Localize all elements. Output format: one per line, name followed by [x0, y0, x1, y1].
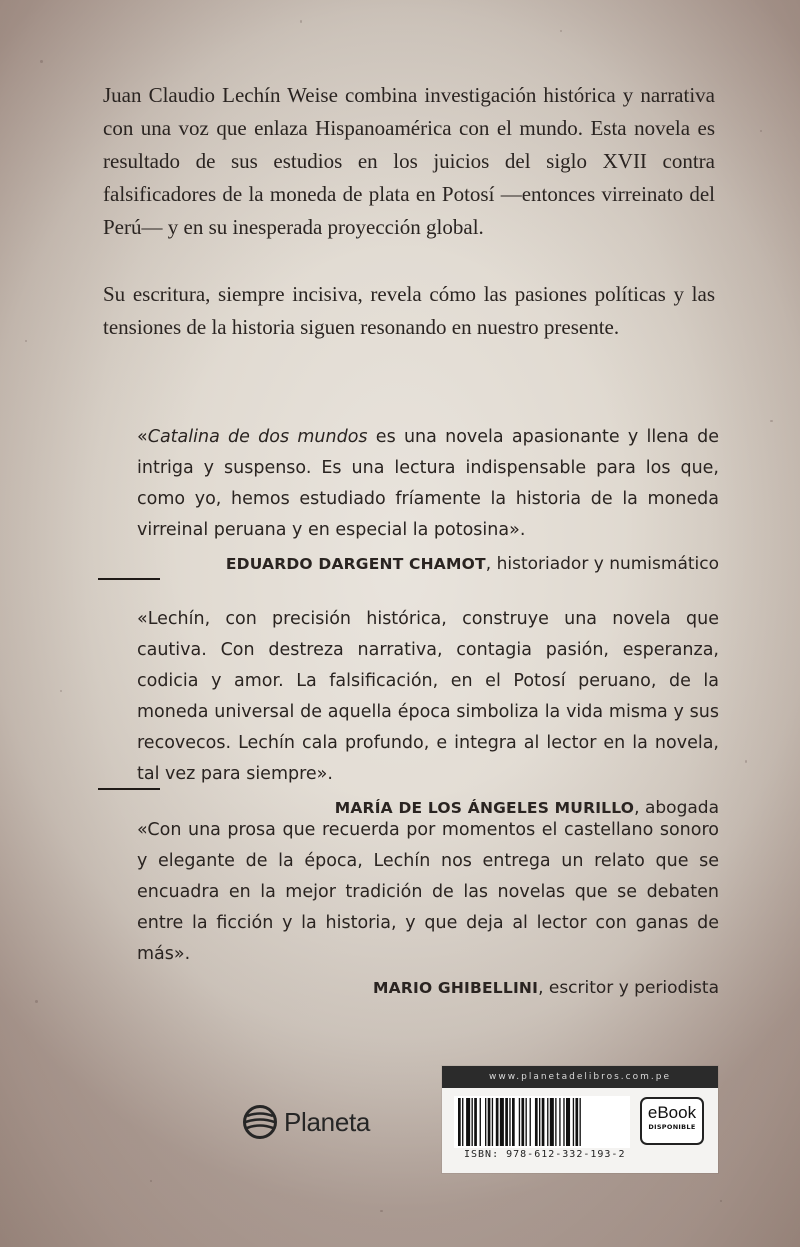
review-quote-1: [137, 422, 719, 580]
reviewer-name: MARIO GHIBELLINI: [373, 979, 539, 997]
isbn-number: ISBN: 978-612-332-193-2: [464, 1149, 626, 1160]
reviewer-role: , historiador y numismático: [485, 554, 719, 574]
ebook-label: eBook: [647, 1103, 697, 1122]
review-quote-3: [137, 815, 719, 1004]
review-quote-text: «Catalina de dos mundos es una novela apasionante y llena de intriga y suspenso. Es una lectura indispensable para los que, como yo, hemos estudiado fríamente la historia de la moneda virreinal peruana y en especial la potosina».: [137, 427, 719, 540]
divider: [98, 578, 160, 580]
review-attribution: [137, 549, 719, 580]
author-bio-paragraph: [103, 79, 715, 244]
ebook-availability: DISPONIBLE: [648, 1123, 696, 1131]
review-quote-text: «Lechín, con precisión histórica, construye una novela que cautiva. Con destreza narrativa, contagia pasión, esperanza, codicia y amor. La falsificación, en el Potosí peruano, de la moneda universal de aquella época simboliza la vida misma y sus recovecos. Lechín cala profundo, e integra al lector en la novela, tal vez para siempre».: [137, 609, 719, 784]
review-quote-2: [137, 604, 719, 824]
review-quote-text: «Con una prosa que recuerda por momentos el castellano sonoro y elegante de la época, Lechín nos entrega un relato que se encuadra en la mejor tradición de las novelas que se debaten entre la ficción y la historia, y que deja al lector con ganas de más».: [137, 820, 719, 964]
reviewer-role: , abogada: [634, 798, 719, 818]
author-style-text: Su escritura, siempre incisiva, revela cómo las pasiones políticas y las tensiones de la historia siguen resonando en nuestro presente.: [103, 282, 715, 339]
planeta-globe-icon: [242, 1104, 278, 1140]
barcode-icon: [454, 1096, 630, 1148]
barcode-panel: [442, 1066, 718, 1173]
reviewer-name: EDUARDO DARGENT CHAMOT: [225, 555, 486, 573]
author-bio-text: Juan Claudio Lechín Weise combina investigación histórica y narrativa con una voz que enlaza Hispanoamérica con el mundo. Esta novela es resultado de sus estudios en los juicios del siglo XVII contra falsificadores de la moneda de plata en Potosí —entonces virreinato del Perú— y en su inesperada proyección global.: [103, 83, 715, 239]
publisher-logo: [242, 1104, 370, 1140]
ebook-badge: [640, 1097, 704, 1145]
publisher-name: Planeta: [284, 1106, 371, 1137]
author-style-paragraph: [103, 278, 715, 344]
reviewer-name: MARÍA DE LOS ÁNGELES MURILLO: [334, 799, 635, 817]
publisher-website: www.planetadelibros.com.pe: [442, 1066, 718, 1088]
reviewer-role: , escritor y periodista: [538, 978, 719, 998]
divider: [98, 788, 160, 790]
review-attribution: [137, 973, 719, 1004]
book-title: Catalina de dos mundos: [147, 427, 368, 447]
